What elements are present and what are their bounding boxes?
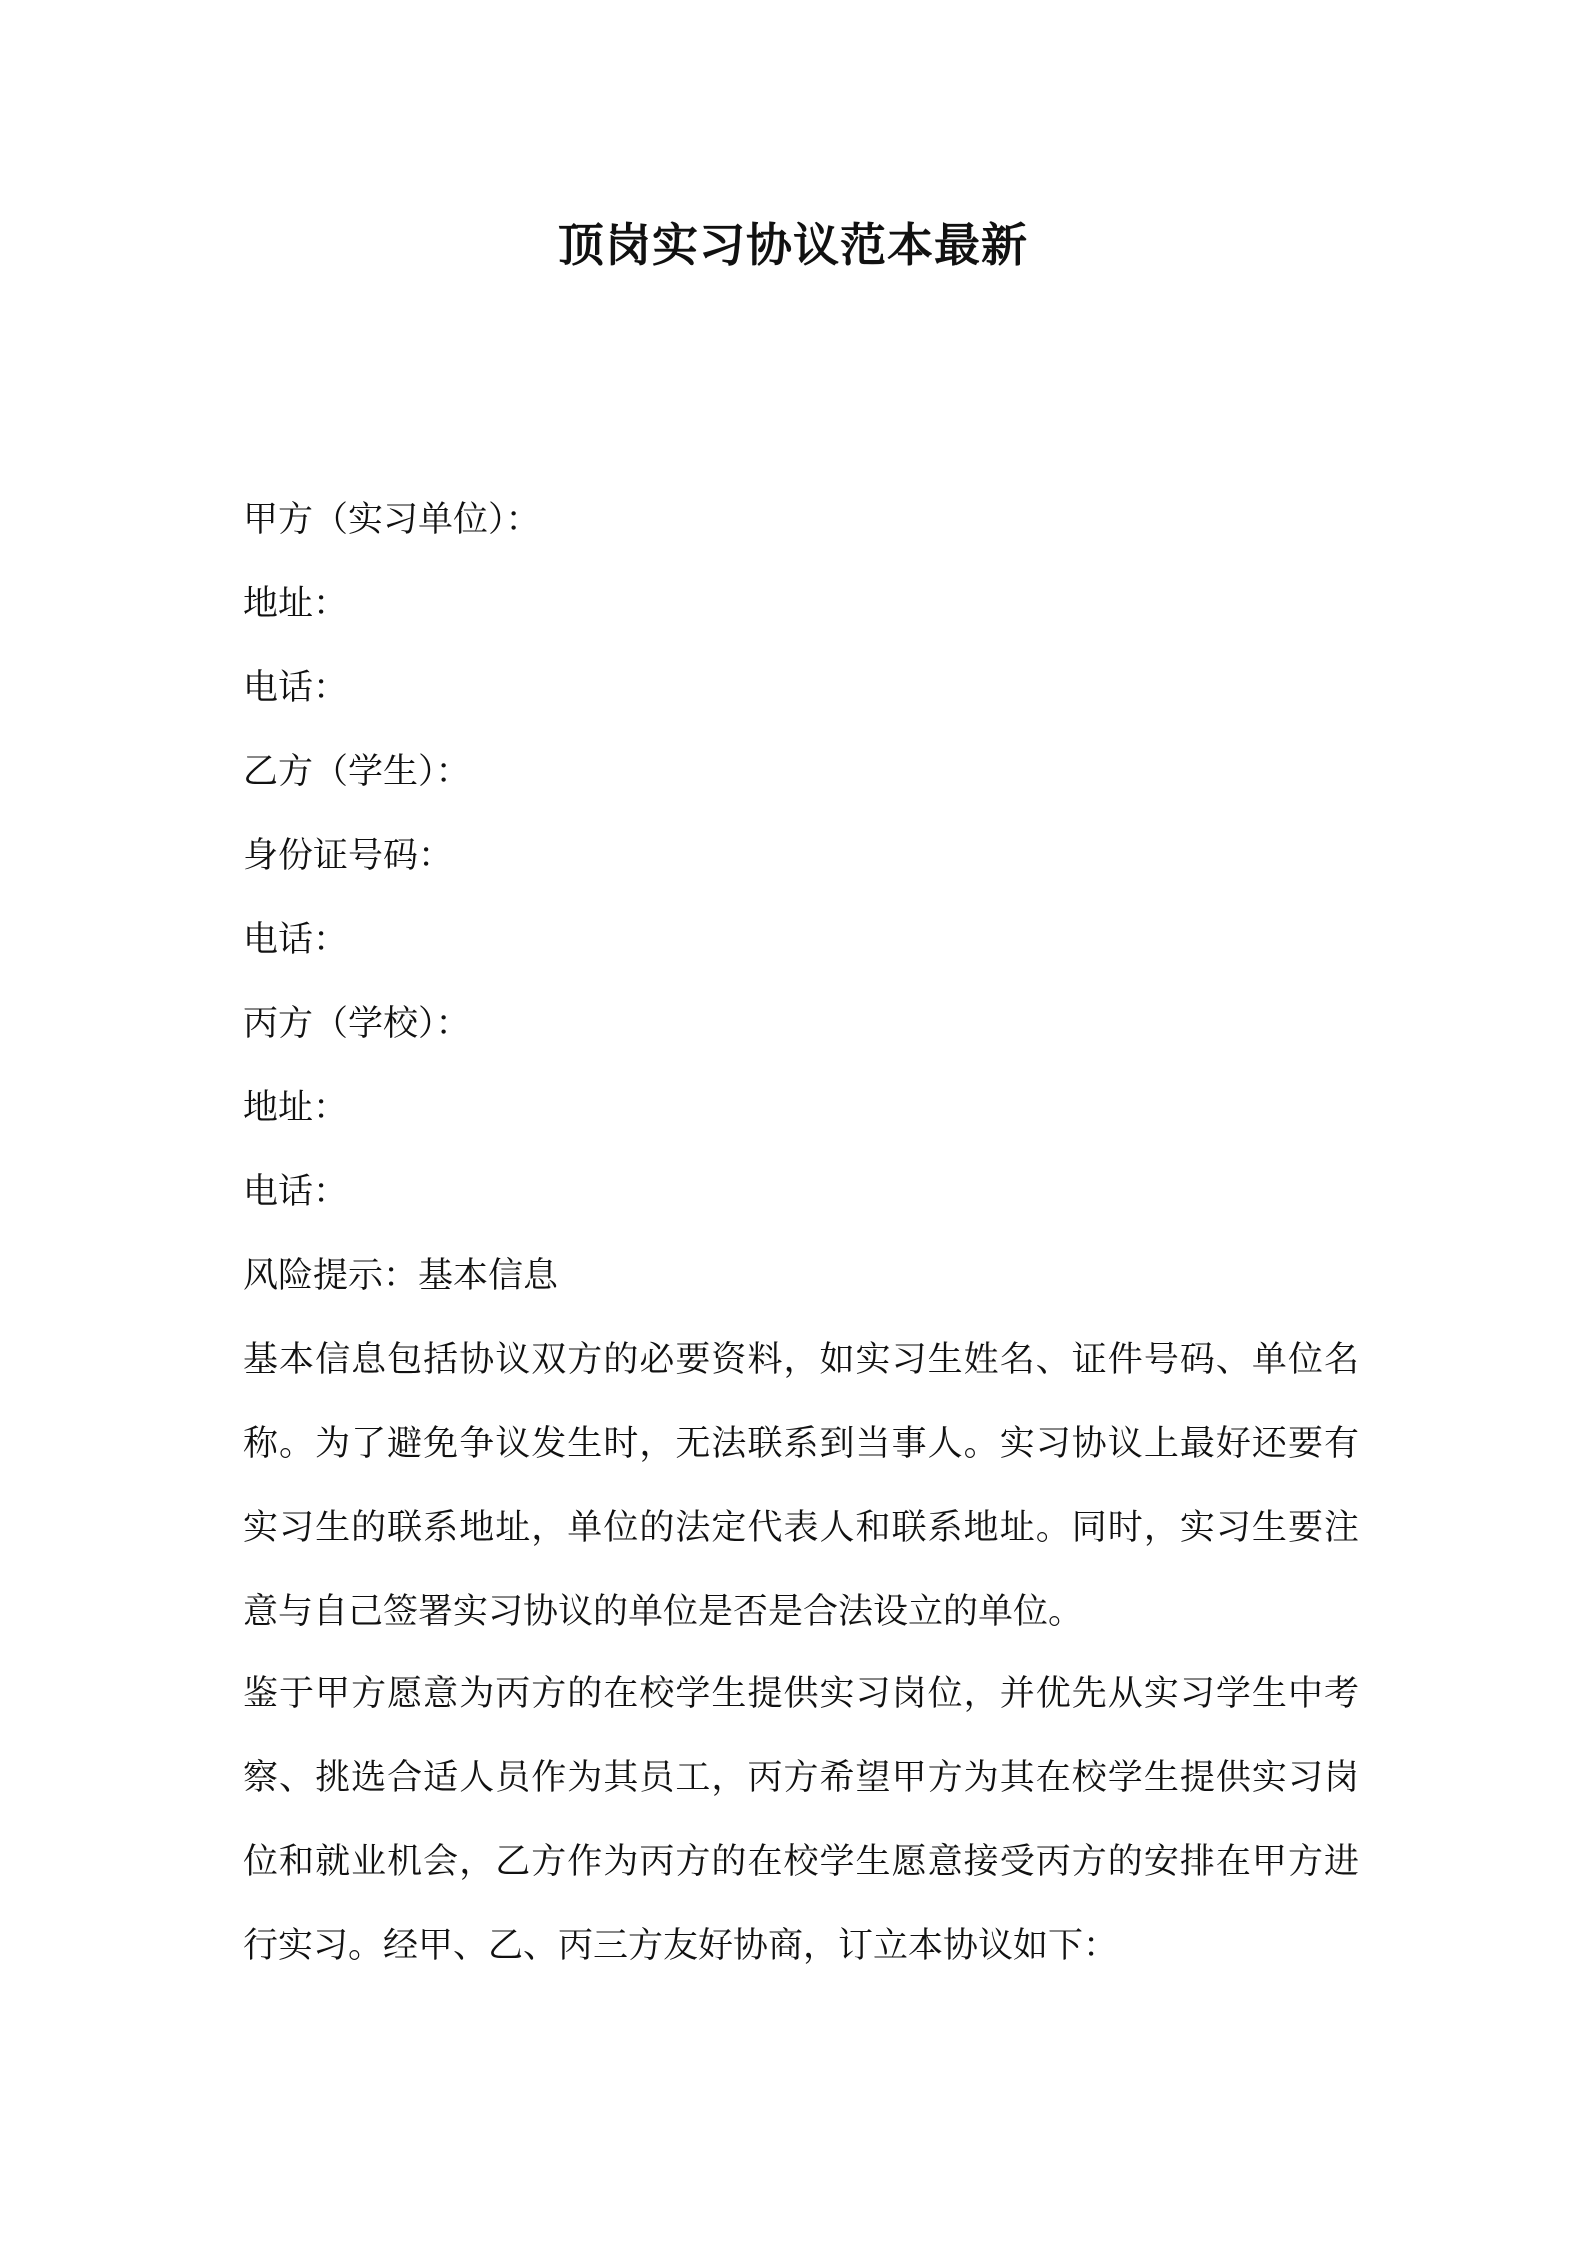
party-c-label: 丙方（学校）：	[243, 1004, 471, 1044]
party-a-label: 甲方（实习单位）：	[243, 500, 541, 540]
party-a-phone-label: 电话：	[243, 668, 349, 708]
party-a-address-label: 地址：	[243, 584, 349, 624]
party-c-address-label: 地址：	[243, 1088, 349, 1128]
party-info-fields	[243, 484, 1363, 1240]
party-b-label: 乙方（学生）：	[243, 752, 471, 792]
party-c-phone-label: 电话：	[243, 1172, 349, 1212]
risk-paragraph: 基本信息包括协议双方的必要资料，如实习生姓名、证件号码、单位名称。为了避免争议发生时，无法联系到当事人。实习协议上最好还要有实习生的联系地址，单位的法定代表人和联系地址。同时，实习生要注意与自己签署实习协议的单位是否是合法设立的单位。	[243, 1340, 1359, 1632]
document-title: 顶岗实习协议范本最新	[558, 218, 1028, 272]
risk-heading: 风险提示：基本信息	[243, 1256, 559, 1296]
party-b-id-number-label: 身份证号码：	[243, 836, 454, 876]
preamble-paragraph: 鉴于甲方愿意为丙方的在校学生提供实习岗位，并优先从实习学生中考察、挑选合适人员作为其员工，丙方希望甲方为其在校学生提供实习岗位和就业机会，乙方作为丙方的在校学生愿意接受丙方的安排在甲方进行实习。经甲、乙、丙三方友好协商，订立本协议如下：	[243, 1674, 1359, 1966]
party-b-phone-label: 电话：	[243, 920, 349, 960]
